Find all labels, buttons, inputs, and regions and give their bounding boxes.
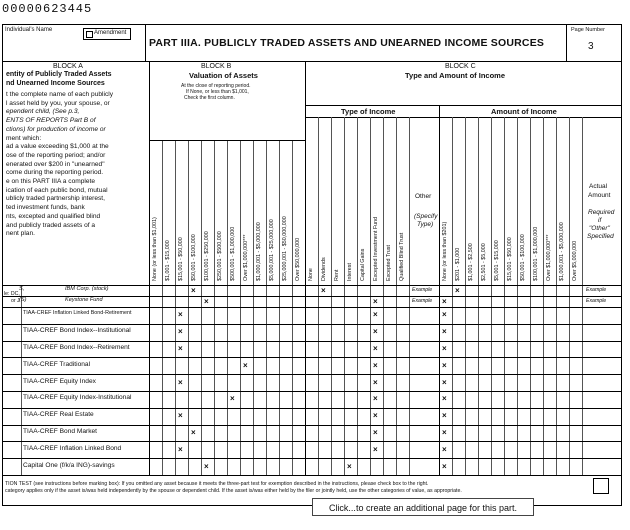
example-label: Example	[586, 298, 607, 304]
grid-line	[3, 458, 621, 459]
income-amount-check-mark[interactable]: ×	[442, 360, 447, 370]
valuation-column-header: $50,001 - $100,000	[191, 234, 197, 281]
block-a-instruction-line: ENTS OF REPORTS Part B of	[6, 117, 96, 125]
valuation-column-header: $25,000,001 - $50,000,000	[282, 216, 288, 281]
income-type-column-header: Interest	[347, 263, 353, 281]
asset-name[interactable]: TIAA-CREF Traditional	[23, 360, 91, 368]
amendment-label: Amendment	[94, 30, 127, 36]
document-id: 00000623445	[2, 2, 93, 16]
amount-of-income-header: Amount of Income	[491, 107, 557, 116]
grid-line	[3, 425, 621, 426]
valuation-column-header: Over $1,000,000***	[243, 234, 249, 281]
income-type-column-header: Capital Gains	[360, 248, 366, 281]
income-type-column-header: Excepted Trust	[386, 245, 392, 281]
block-c-subtitle: Type and Amount of Income	[405, 71, 506, 80]
asset-name[interactable]: TIAA-CREF Bond Index--Retirement	[23, 344, 130, 351]
block-a-instruction-line: l asset held by you, your spouse, or	[6, 99, 110, 107]
amendment-checkbox[interactable]	[86, 31, 93, 38]
income-amount-column-header: $1,000,001 - $5,000,000	[559, 222, 565, 281]
income-type-check-mark[interactable]: ×	[373, 327, 378, 337]
valuation-check-mark[interactable]: ×	[178, 444, 183, 454]
actual-col-1: Actual	[589, 183, 608, 190]
income-amount-check-mark[interactable]: ×	[442, 327, 447, 337]
valuation-column-header: $500,001 - $1,000,000	[230, 226, 236, 281]
valuation-check-mark[interactable]: ×	[191, 428, 196, 437]
income-type-column-header: Dividends	[321, 257, 327, 281]
page-number: 3	[588, 41, 594, 52]
grid-line	[3, 341, 621, 342]
asset-name[interactable]: TIAA-CREF Inflation Linked Bond-Retirement	[23, 310, 132, 317]
valuation-column-header: $250,001 - $500,000	[217, 231, 223, 281]
valuation-check-mark[interactable]: ×	[243, 360, 248, 370]
valuation-check-mark[interactable]: ×	[178, 377, 183, 387]
income-amount-column-header: $5,001 - $15,000	[494, 240, 500, 281]
grid-line	[19, 285, 25, 475]
valuation-column-header: $15,001 - $50,000	[178, 237, 184, 281]
example-prefix: (S)	[19, 297, 27, 303]
income-amount-check-mark[interactable]: ×	[442, 428, 447, 437]
income-type-check-mark[interactable]: ×	[373, 428, 378, 437]
block-b-note-3: Check the first column.	[184, 95, 235, 101]
income-amount-check-mark[interactable]: ×	[442, 377, 447, 387]
other-col-1: Other	[415, 193, 432, 200]
income-amount-check-mark[interactable]: ×	[442, 461, 447, 471]
block-a-instruction-line: ctions) for production of income or	[6, 125, 106, 133]
valuation-column-header: $100,001 - $250,000	[204, 231, 210, 281]
block-a-instruction-line: ication of each public bond, mutual	[6, 186, 108, 194]
income-type-check-mark[interactable]: ×	[373, 444, 378, 454]
block-b-note-1: At the close of reporting period.	[181, 83, 251, 89]
income-type-column-header: Rent	[334, 269, 340, 281]
asset-name[interactable]: TIAA-CREF Real Estate	[23, 411, 94, 419]
income-amount-check-mark[interactable]: ×	[442, 310, 447, 320]
income-amount-column-header: $50,001 - $100,000	[520, 234, 526, 281]
grid-line	[149, 285, 150, 475]
block-a-subtitle-2: nd Unearned Income Sources	[6, 80, 105, 87]
income-amount-column-header: $100,001 - $1,000,000	[533, 226, 539, 281]
example-prefix-left: or J	[11, 298, 20, 304]
income-type-check-mark[interactable]: ×	[373, 411, 378, 421]
block-a-instruction-line: ublicly traded partnership interest,	[6, 195, 105, 203]
actual-col-6: Specified	[587, 233, 614, 240]
grid-line	[439, 105, 440, 475]
income-amount-check-mark[interactable]: ×	[442, 444, 447, 454]
example-check-mark: ×	[321, 286, 326, 295]
valuation-check-mark[interactable]: ×	[230, 394, 235, 404]
page-number-label: Page Number	[571, 27, 605, 33]
example-label: Example	[586, 287, 607, 293]
add-page-button[interactable]: Click...to create an additional page for this part.	[312, 498, 534, 516]
grid-line	[3, 391, 621, 392]
example-check-mark: ×	[191, 286, 196, 295]
income-amount-column-header: None (or less than $201)	[442, 221, 448, 281]
block-a-instruction-line: ependent child, (See p.3,	[6, 108, 80, 116]
income-type-check-mark[interactable]: ×	[373, 310, 378, 320]
block-a-subtitle-1: entity of Publicly Traded Assets	[6, 71, 112, 78]
example-label: Example	[412, 298, 433, 304]
other-col-2: (Specify	[414, 213, 438, 220]
example-label: Example	[412, 287, 433, 293]
example-prefix-left: le: DC,	[4, 291, 20, 297]
income-type-check-mark[interactable]: ×	[347, 461, 352, 471]
asset-name[interactable]: TIAA-CREF Inflation Linked Bond	[23, 444, 122, 452]
valuation-check-mark[interactable]: ×	[204, 461, 209, 471]
income-amount-column-header: $15,001 - $50,000	[507, 237, 513, 281]
income-amount-check-mark[interactable]: ×	[442, 394, 447, 404]
income-type-column-header: Excepted Investment Fund	[373, 216, 379, 281]
block-b-note-2: If None, or less than $1,001,	[186, 89, 249, 95]
asset-name[interactable]: TIAA-CREF Bond Market	[23, 428, 98, 435]
block-c-title: BLOCK C	[445, 63, 476, 70]
valuation-check-mark[interactable]: ×	[178, 327, 183, 337]
income-type-check-mark[interactable]: ×	[373, 360, 378, 370]
exemption-checkbox[interactable]	[593, 478, 609, 494]
part-title: PART IIIA. PUBLICLY TRADED ASSETS AND UNEARNED INCOME SOURCES	[149, 37, 545, 49]
valuation-column-header: None (or less than $1,001)	[152, 217, 158, 281]
income-amount-column-header: Over $5,000,000	[572, 240, 578, 281]
example-check-mark: ×	[373, 297, 378, 306]
block-a-instruction-line: enerated over $200 in "unearned"	[6, 160, 105, 168]
block-a-instruction-line: t the complete name of each publicly	[6, 91, 114, 98]
block-a-instruction-line: nent plan.	[6, 230, 35, 238]
block-a-instruction-line: ment which:	[6, 134, 42, 142]
grid-line	[3, 441, 621, 442]
income-amount-column-header: $2,501 - $5,000	[481, 243, 487, 281]
grid-line	[3, 408, 621, 409]
income-type-check-mark[interactable]: ×	[373, 377, 378, 387]
income-type-check-mark[interactable]: ×	[373, 344, 378, 353]
individuals-name-label: Individual's Name	[5, 27, 53, 33]
actual-col-4: if	[598, 217, 602, 224]
asset-name[interactable]: TIAA-CREF Equity Index	[23, 377, 96, 385]
valuation-check-mark[interactable]: ×	[178, 344, 183, 353]
example-check-mark: ×	[455, 286, 460, 295]
asset-name[interactable]: Capital One (f/k/a ING)-savings	[23, 461, 115, 469]
block-a-instruction-line: ad a value exceeding $1,000 at the	[6, 143, 109, 151]
block-b-title: BLOCK B	[201, 63, 232, 70]
type-of-income-header: Type of Income	[341, 107, 396, 116]
income-amount-column-header: $201 - $1,000	[455, 247, 461, 281]
block-a-instruction-line: e on this PART IIIA a complete	[6, 178, 96, 185]
grid-line	[149, 140, 305, 141]
asset-name[interactable]: TIAA-CREF Bond Index--Institutional	[23, 327, 131, 335]
block-a-instruction-line: nts, excepted and qualified blind	[6, 212, 101, 220]
block-a-instruction-line: come during the reporting period.	[6, 169, 104, 177]
example-asset-name: Keystone Fund	[65, 297, 103, 303]
example-prefix: S,	[19, 286, 25, 292]
income-type-check-mark[interactable]: ×	[373, 394, 378, 404]
block-a-title: BLOCK A	[53, 63, 83, 70]
block-a-instruction-line: ose of the reporting period; and/or	[6, 151, 106, 159]
block-a-instruction-line: and publicly traded assets of a	[6, 221, 96, 229]
asset-name[interactable]: TIAA-CREF Equity Index-Institutional	[23, 394, 132, 402]
grid-line	[3, 374, 621, 375]
grid-line	[3, 307, 621, 308]
amendment-box[interactable]	[83, 28, 131, 40]
grid-line	[3, 475, 621, 476]
income-type-column-header: None	[308, 268, 314, 281]
valuation-column-header: $5,000,001 - $25,000,000	[269, 219, 275, 281]
valuation-column-header: Over $50,000,000	[295, 237, 301, 281]
other-col-3: Type)	[417, 221, 434, 228]
grid-line	[305, 285, 306, 475]
example-check-mark: ×	[442, 297, 447, 306]
income-amount-check-mark[interactable]: ×	[442, 411, 447, 421]
exemption-test-line-1: TION TEST (see instructions before marking box): If you omitted any asset because it meets the three-part test for exemption described in the instructions, please check box to the right.	[5, 481, 429, 487]
actual-col-3: Required	[588, 209, 615, 216]
valuation-check-mark[interactable]: ×	[178, 310, 183, 320]
income-amount-column-header: Over $1,000,000***	[546, 234, 552, 281]
block-a-instruction-line: ted investment funds, bank	[6, 204, 85, 212]
valuation-column-header: $1,000,001 - $5,000,000	[256, 222, 262, 281]
actual-col-5: "Other"	[589, 225, 610, 232]
grid-line	[3, 324, 621, 325]
actual-col-2: Amount	[588, 192, 611, 199]
grid-line	[3, 357, 621, 358]
block-b-subtitle: Valuation of Assets	[189, 71, 258, 80]
income-amount-column-header: $1,001 - $2,500	[468, 243, 474, 281]
example-check-mark: ×	[204, 297, 209, 306]
valuation-column-header: $1,001 - $15,000	[165, 240, 171, 281]
form-part-iiia	[2, 24, 622, 506]
example-asset-name: IBM Corp. (stock)	[65, 286, 109, 292]
income-amount-check-mark[interactable]: ×	[442, 344, 447, 353]
valuation-check-mark[interactable]: ×	[178, 411, 183, 421]
income-type-column-header: Qualified Blind Trust	[399, 232, 405, 281]
exemption-test-line-2: category applies only if the asset is/was held independently by the spouse or dependent child. If the asset is/was either held by the filer or jointly held, use the other categories of value, as appropriate.	[5, 488, 462, 494]
